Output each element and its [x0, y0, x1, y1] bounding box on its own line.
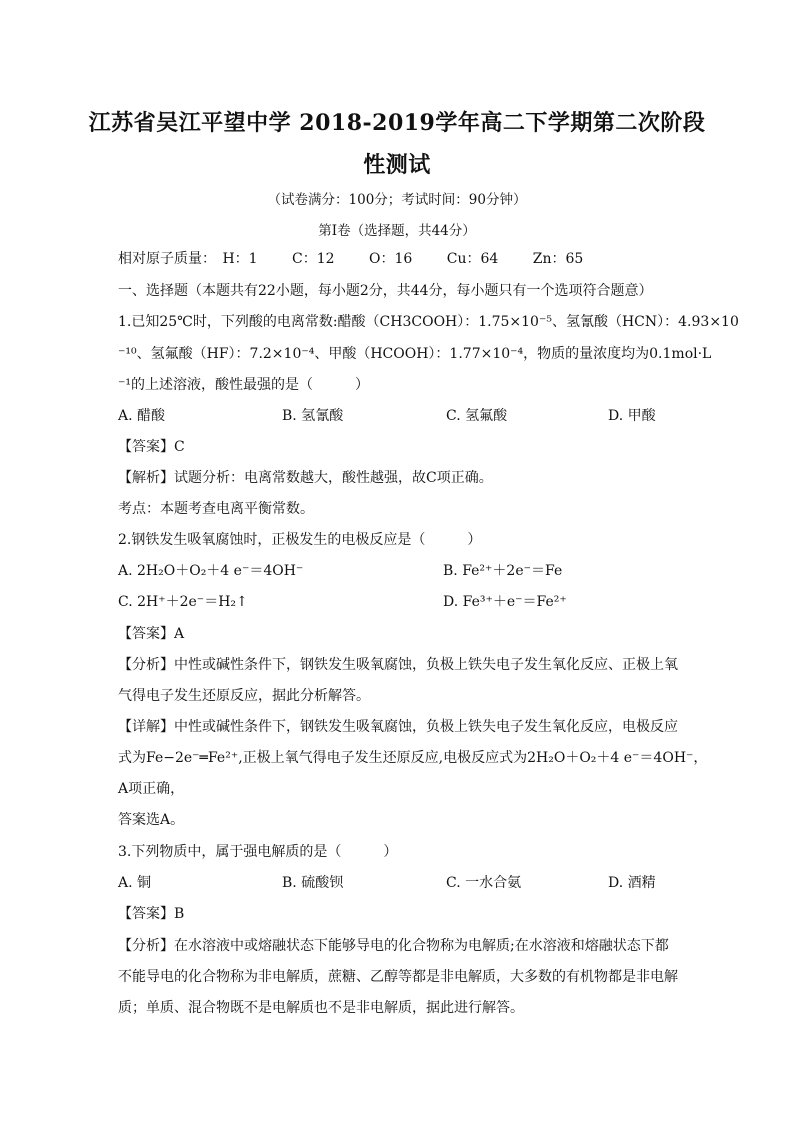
q3-analysis-line-3: 质；单质、混合物既不是电解质也不是非电解质，据此进行解答。: [118, 1000, 524, 1016]
q3-stem: 3.下列物质中，属于强电解质的是（ ）: [118, 844, 398, 860]
q3-analysis-line-1: 【分析】在水溶液中或熔融状态下能够导电的化合物称为电解质;在水溶液和熔融状态下都: [118, 938, 669, 954]
q2-stem: 2.钢铁发生吸氧腐蚀时，正极发生的电极反应是（ ）: [118, 532, 482, 548]
q1-knowledge-point: 考点：本题考查电离平衡常数。: [118, 501, 314, 517]
q2-option-b: B. Fe²⁺＋2e⁻＝Fe: [443, 563, 563, 579]
q1-option-b: B. 氢氰酸: [282, 408, 344, 424]
atomic-masses-label: 相对原子质量：: [118, 251, 216, 267]
q2-detail-line-2: 式为Fe−2e⁻═Fe²⁺,正极上氧气得电子发生还原反应,电极反应式为2H₂O＋O₂＋4 e⁻＝4OH⁻，: [118, 750, 708, 766]
q2-analysis-line-2: 气得电子发生还原反应，据此分析解答。: [118, 688, 370, 704]
q2-detail-line-1: 【详解】中性或碱性条件下，钢铁发生吸氧腐蚀，负极上铁失电子发生氧化反应，电极反应: [118, 719, 678, 735]
part-heading: 一、选择题（本题共有22小题，每小题2分，共44分，每小题只有一个选项符合题意）: [118, 283, 653, 299]
atomic-mass-cu: Cu：64: [446, 251, 499, 267]
atomic-mass-o: O：16: [369, 251, 413, 267]
exam-info: （试卷满分：100分；考试时间：90分钟）: [267, 192, 527, 208]
q1-stem-line-1: 1.已知25℃时，下列酸的电离常数:醋酸（CH3COOH）：1.75×10⁻⁵、氢氰酸（HCN）：4.93×10: [118, 314, 739, 330]
q3-analysis-line-2: 不能导电的化合物称为非电解质，蔗糖、乙醇等都是非电解质，大多数的有机物都是非电解: [118, 969, 678, 985]
atomic-mass-zn: Zn：65: [532, 251, 584, 267]
q2-analysis-line-1: 【分析】中性或碱性条件下，钢铁发生吸氧腐蚀，负极上铁失电子发生氧化反应、正极上氧: [118, 657, 678, 673]
q1-answer: 【答案】C: [118, 439, 185, 455]
document-title-line-2: 性测试: [363, 152, 431, 178]
q1-option-c: C. 氢氟酸: [446, 408, 508, 424]
q2-detail-line-4: 答案选A。: [118, 812, 185, 828]
q3-option-d: D. 酒精: [608, 875, 656, 891]
q1-option-a: A. 醋酸: [118, 408, 166, 424]
q2-option-d: D. Fe³⁺＋e⁻＝Fe²⁺: [443, 594, 567, 610]
document-title-line-1: 江苏省吴江平望中学 2018-2019学年高二下学期第二次阶段: [88, 110, 706, 136]
q2-option-a: A. 2H₂O＋O₂＋4 e⁻＝4OH⁻: [118, 563, 304, 579]
q3-option-c: C. 一水合氨: [446, 875, 522, 891]
section-header: 第I卷（选择题，共44分）: [318, 223, 476, 239]
atomic-masses: [118, 250, 583, 268]
q2-option-c: C. 2H⁺＋2e⁻＝H₂↑: [118, 594, 248, 610]
q1-analysis: 【解析】试题分析：电离常数越大，酸性越强，故C项正确。: [118, 470, 493, 486]
q2-answer: 【答案】A: [118, 626, 185, 642]
q3-option-b: B. 硫酸钡: [282, 875, 344, 891]
q1-option-d: D. 甲酸: [608, 408, 656, 424]
q3-option-a: A. 铜: [118, 875, 152, 891]
q1-stem-line-2: ⁻¹⁰、氢氟酸（HF）：7.2×10⁻⁴、甲酸（HCOOH）：1.77×10⁻⁴，物质的量浓度均为0.1mol·L: [118, 346, 712, 362]
q1-stem-line-3: ⁻¹的上述溶液，酸性最强的是（ ）: [118, 377, 370, 393]
q2-detail-line-3: A项正确，: [118, 781, 185, 797]
q3-answer: 【答案】B: [118, 906, 185, 922]
atomic-mass-c: C：12: [292, 251, 335, 267]
atomic-mass-h: H：1: [222, 251, 258, 267]
